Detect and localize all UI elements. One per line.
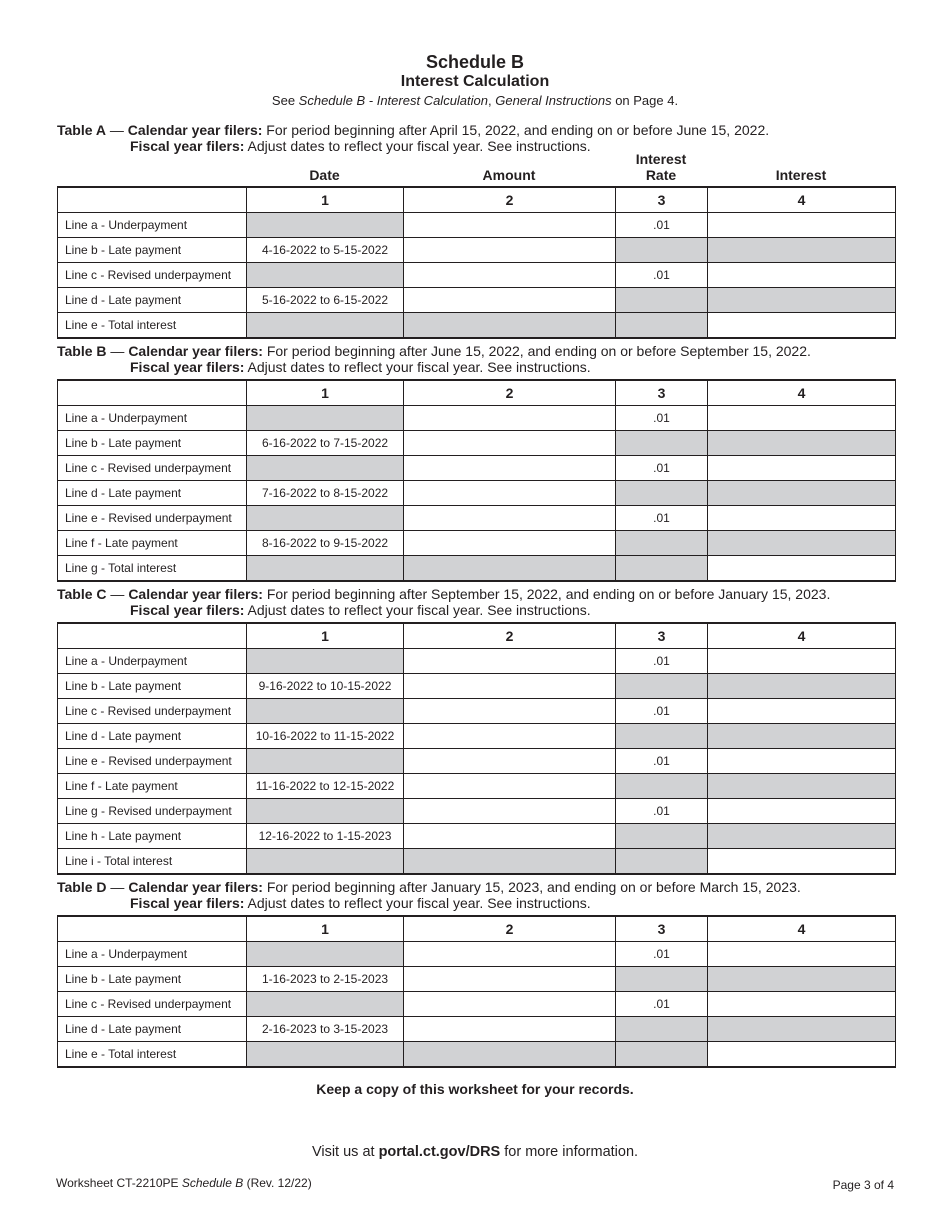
- date-cell-shaded: [247, 992, 404, 1017]
- table-b-caption: [57, 343, 811, 375]
- rate-cell-shaded: [616, 431, 708, 456]
- amount-input[interactable]: [404, 967, 616, 992]
- column-number: 3: [616, 187, 708, 213]
- visit-suffix: for more information.: [500, 1144, 639, 1160]
- row-label: Line e - Revised underpayment: [58, 506, 247, 531]
- rate-cell: .01: [616, 942, 708, 967]
- page-subtitle: Interest Calculation: [400, 73, 550, 90]
- total-interest-input[interactable]: [708, 556, 896, 582]
- date-cell: 7-16-2022 to 8-15-2022: [247, 481, 404, 506]
- date-cell-shaded: [247, 213, 404, 238]
- interest-input[interactable]: [708, 942, 896, 967]
- column-number: 4: [708, 187, 896, 213]
- date-cell-shaded: [247, 556, 404, 582]
- interest-rate-line2: Rate: [645, 167, 677, 183]
- interest-cell-shaded: [708, 431, 896, 456]
- interest-cell-shaded: [708, 531, 896, 556]
- table-row: [58, 674, 896, 699]
- amount-input[interactable]: [404, 824, 616, 849]
- interest-cell-shaded: [708, 774, 896, 799]
- portal-link[interactable]: portal.ct.gov/DRS: [378, 1144, 501, 1160]
- rate-cell: .01: [616, 506, 708, 531]
- rate-cell-shaded: [616, 967, 708, 992]
- table-row: [58, 431, 896, 456]
- table-a: [57, 186, 896, 339]
- column-number: 3: [616, 916, 708, 942]
- calendar-label: Calendar year filers:: [128, 879, 263, 895]
- date-cell: 1-16-2023 to 2-15-2023: [247, 967, 404, 992]
- interest-rate-line1: Interest: [635, 151, 687, 167]
- amount-input[interactable]: [404, 674, 616, 699]
- blank-header-cell: [58, 916, 247, 942]
- table-c-caption-line2: [130, 602, 830, 618]
- visit-prefix: Visit us at: [311, 1144, 379, 1160]
- interest-cell-shaded: [708, 288, 896, 313]
- keep-copy-note: Keep a copy of this worksheet for your records.: [316, 1081, 634, 1097]
- table-row: [58, 992, 896, 1017]
- form-id-italic: Schedule B: [181, 1176, 244, 1190]
- rate-cell-shaded: [616, 288, 708, 313]
- table-row: [58, 481, 896, 506]
- date-cell: 5-16-2022 to 6-15-2022: [247, 288, 404, 313]
- amount-input[interactable]: [404, 749, 616, 774]
- table-row: [58, 556, 896, 582]
- calendar-label: Calendar year filers:: [128, 343, 263, 359]
- amount-input[interactable]: [404, 942, 616, 967]
- note-comma: ,: [488, 93, 496, 108]
- amount-cell-shaded: [404, 849, 616, 875]
- column-number-row: [58, 187, 896, 213]
- table-row: [58, 942, 896, 967]
- row-label: Line e - Total interest: [58, 1042, 247, 1068]
- column-number: 1: [247, 187, 404, 213]
- interest-input[interactable]: [708, 263, 896, 288]
- date-cell-shaded: [247, 749, 404, 774]
- form-id-text: Worksheet CT-2210PE: [56, 1176, 182, 1190]
- row-label: Line a - Underpayment: [58, 942, 247, 967]
- amount-input[interactable]: [404, 774, 616, 799]
- table-row: [58, 699, 896, 724]
- interest-cell-shaded: [708, 481, 896, 506]
- table-row: [58, 849, 896, 875]
- amount-input[interactable]: [404, 481, 616, 506]
- total-interest-input[interactable]: [708, 849, 896, 875]
- rate-cell: .01: [616, 456, 708, 481]
- rate-cell: .01: [616, 406, 708, 431]
- amount-input[interactable]: [404, 263, 616, 288]
- column-number: 1: [247, 623, 404, 649]
- fiscal-text: Adjust dates to reflect your fiscal year. See instructions.: [244, 895, 591, 911]
- column-number-row: [58, 623, 896, 649]
- column-number: 2: [404, 380, 616, 406]
- rate-cell-shaded: [616, 849, 708, 875]
- table-c-name: Table C: [57, 586, 107, 602]
- row-label: Line c - Revised underpayment: [58, 456, 247, 481]
- table-a-caption-line1: [57, 122, 769, 138]
- row-label: Line c - Revised underpayment: [58, 699, 247, 724]
- date-cell-shaded: [247, 942, 404, 967]
- table-row: [58, 456, 896, 481]
- rate-cell-shaded: [616, 238, 708, 263]
- fiscal-label: Fiscal year filers:: [130, 359, 245, 375]
- column-number-row: [58, 916, 896, 942]
- row-label: Line h - Late payment: [58, 824, 247, 849]
- table-row: [58, 263, 896, 288]
- rate-cell-shaded: [616, 1017, 708, 1042]
- column-header-interest-rate: [615, 151, 707, 183]
- amount-cell-shaded: [404, 313, 616, 339]
- interest-input[interactable]: [708, 506, 896, 531]
- interest-cell-shaded: [708, 1017, 896, 1042]
- rate-cell-shaded: [616, 313, 708, 339]
- table-row: [58, 406, 896, 431]
- table-b-caption-line1: [57, 343, 811, 359]
- rate-cell-shaded: [616, 531, 708, 556]
- date-cell: 11-16-2022 to 12-15-2022: [247, 774, 404, 799]
- date-cell: 8-16-2022 to 9-15-2022: [247, 531, 404, 556]
- calendar-label: Calendar year filers:: [127, 122, 263, 138]
- table-row: [58, 531, 896, 556]
- date-cell-shaded: [247, 849, 404, 875]
- calendar-text: For period beginning after April 15, 2022, and ending on or before June 15, 2022.: [262, 122, 770, 138]
- rate-cell: .01: [616, 263, 708, 288]
- dash: —: [106, 586, 129, 602]
- date-cell: 2-16-2023 to 3-15-2023: [247, 1017, 404, 1042]
- interest-input[interactable]: [708, 799, 896, 824]
- table-a-caption: [57, 122, 769, 154]
- row-label: Line b - Late payment: [58, 967, 247, 992]
- interest-input[interactable]: [708, 649, 896, 674]
- rate-cell-shaded: [616, 674, 708, 699]
- blank-header-cell: [58, 187, 247, 213]
- table-row: [58, 774, 896, 799]
- amount-input[interactable]: [404, 724, 616, 749]
- row-label: Line a - Underpayment: [58, 649, 247, 674]
- row-label: Line d - Late payment: [58, 1017, 247, 1042]
- table-d: [57, 915, 896, 1068]
- fiscal-text: Adjust dates to reflect your fiscal year. See instructions.: [244, 602, 591, 618]
- amount-input[interactable]: [404, 992, 616, 1017]
- note-suffix: on Page 4.: [611, 93, 679, 108]
- rate-cell: .01: [616, 649, 708, 674]
- amount-input[interactable]: [404, 531, 616, 556]
- table-row: [58, 824, 896, 849]
- table-d-caption: [57, 879, 801, 911]
- interest-input[interactable]: [708, 749, 896, 774]
- column-number: 2: [404, 187, 616, 213]
- note-prefix: See: [271, 93, 299, 108]
- amount-input[interactable]: [404, 406, 616, 431]
- row-label: Line e - Total interest: [58, 313, 247, 339]
- table-c: [57, 622, 896, 875]
- column-number: 3: [616, 380, 708, 406]
- date-cell-shaded: [247, 263, 404, 288]
- amount-input[interactable]: [404, 238, 616, 263]
- date-cell-shaded: [247, 313, 404, 339]
- total-interest-input[interactable]: [708, 1042, 896, 1068]
- table-c-caption-line1: [57, 586, 830, 602]
- table-row: [58, 649, 896, 674]
- interest-input[interactable]: [708, 213, 896, 238]
- amount-input[interactable]: [404, 288, 616, 313]
- interest-input[interactable]: [708, 406, 896, 431]
- date-cell: 9-16-2022 to 10-15-2022: [247, 674, 404, 699]
- interest-cell-shaded: [708, 824, 896, 849]
- table-a-name: Table A: [57, 122, 107, 138]
- interest-input[interactable]: [708, 992, 896, 1017]
- amount-input[interactable]: [404, 649, 616, 674]
- column-number: 4: [708, 916, 896, 942]
- row-label: Line f - Late payment: [58, 531, 247, 556]
- rate-cell-shaded: [616, 1042, 708, 1068]
- date-cell: 10-16-2022 to 11-15-2022: [247, 724, 404, 749]
- row-label: Line a - Underpayment: [58, 406, 247, 431]
- total-interest-input[interactable]: [708, 313, 896, 339]
- row-label: Line c - Revised underpayment: [58, 992, 247, 1017]
- table-row: [58, 288, 896, 313]
- visit-note: [0, 1144, 950, 1160]
- interest-cell-shaded: [708, 967, 896, 992]
- column-number: 2: [404, 623, 616, 649]
- dash: —: [106, 343, 129, 359]
- rate-cell: .01: [616, 992, 708, 1017]
- blank-header-cell: [58, 623, 247, 649]
- row-label: Line i - Total interest: [58, 849, 247, 875]
- amount-input[interactable]: [404, 431, 616, 456]
- table-d-name: Table D: [57, 879, 107, 895]
- date-cell: 12-16-2022 to 1-15-2023: [247, 824, 404, 849]
- rate-cell-shaded: [616, 481, 708, 506]
- rate-cell-shaded: [616, 774, 708, 799]
- amount-input[interactable]: [404, 1017, 616, 1042]
- rate-cell: .01: [616, 749, 708, 774]
- page-title: Schedule B: [425, 52, 525, 72]
- page-number: Page 3 of 4: [832, 1178, 894, 1192]
- date-cell-shaded: [247, 506, 404, 531]
- amount-input[interactable]: [404, 456, 616, 481]
- note-italic-schedule: Schedule B - Interest Calculation: [298, 93, 488, 108]
- rate-cell-shaded: [616, 724, 708, 749]
- rate-cell: .01: [616, 799, 708, 824]
- date-cell-shaded: [247, 699, 404, 724]
- row-label: Line f - Late payment: [58, 774, 247, 799]
- table-b: [57, 379, 896, 582]
- date-cell-shaded: [247, 406, 404, 431]
- amount-input[interactable]: [404, 506, 616, 531]
- table-row: [58, 213, 896, 238]
- calendar-text: For period beginning after September 15, 2022, and ending on or before January 15, 2023.: [262, 586, 831, 602]
- column-header-amount: Amount: [482, 167, 536, 183]
- note-italic-instructions: General Instructions: [495, 93, 612, 108]
- interest-cell-shaded: [708, 238, 896, 263]
- amount-input[interactable]: [404, 213, 616, 238]
- row-label: Line d - Late payment: [58, 481, 247, 506]
- table-row: [58, 799, 896, 824]
- interest-input[interactable]: [708, 699, 896, 724]
- date-cell-shaded: [247, 456, 404, 481]
- table-row: [58, 313, 896, 339]
- column-number: 3: [616, 623, 708, 649]
- table-b-caption-line2: [130, 359, 811, 375]
- amount-cell-shaded: [404, 1042, 616, 1068]
- row-label: Line d - Late payment: [58, 288, 247, 313]
- rate-cell: .01: [616, 699, 708, 724]
- column-number: 1: [247, 380, 404, 406]
- rate-cell: .01: [616, 213, 708, 238]
- column-number: 4: [708, 623, 896, 649]
- interest-cell-shaded: [708, 674, 896, 699]
- column-number: 1: [247, 916, 404, 942]
- column-header-interest: Interest: [775, 167, 827, 183]
- blank-header-cell: [58, 380, 247, 406]
- column-number: 4: [708, 380, 896, 406]
- table-d-caption-line1: [57, 879, 801, 895]
- row-label: Line b - Late payment: [58, 431, 247, 456]
- calendar-label: Calendar year filers:: [128, 586, 263, 602]
- table-c-caption: [57, 586, 830, 618]
- interest-cell-shaded: [708, 724, 896, 749]
- table-row: [58, 1042, 896, 1068]
- calendar-text: For period beginning after June 15, 2022, and ending on or before September 15, 2022.: [262, 343, 811, 359]
- date-cell-shaded: [247, 649, 404, 674]
- table-row: [58, 1017, 896, 1042]
- rate-cell-shaded: [616, 556, 708, 582]
- fiscal-label: Fiscal year filers:: [130, 138, 245, 154]
- table-row: [58, 749, 896, 774]
- row-label: Line e - Revised underpayment: [58, 749, 247, 774]
- amount-input[interactable]: [404, 699, 616, 724]
- date-cell-shaded: [247, 1042, 404, 1068]
- date-cell: 4-16-2022 to 5-15-2022: [247, 238, 404, 263]
- date-cell-shaded: [247, 799, 404, 824]
- rate-cell-shaded: [616, 824, 708, 849]
- form-identifier: [56, 1176, 312, 1190]
- table-row: [58, 506, 896, 531]
- fiscal-text: Adjust dates to reflect your fiscal year. See instructions.: [244, 359, 591, 375]
- calendar-text: For period beginning after January 15, 2023, and ending on or before March 15, 2023.: [262, 879, 801, 895]
- row-label: Line d - Late payment: [58, 724, 247, 749]
- fiscal-label: Fiscal year filers:: [130, 895, 245, 911]
- table-d-caption-line2: [130, 895, 801, 911]
- row-label: Line b - Late payment: [58, 238, 247, 263]
- row-label: Line g - Revised underpayment: [58, 799, 247, 824]
- column-number-row: [58, 380, 896, 406]
- dash: —: [106, 879, 129, 895]
- column-header-date: Date: [309, 167, 340, 183]
- fiscal-text: Adjust dates to reflect your fiscal year. See instructions.: [244, 138, 591, 154]
- interest-input[interactable]: [708, 456, 896, 481]
- row-label: Line b - Late payment: [58, 674, 247, 699]
- table-row: [58, 967, 896, 992]
- row-label: Line a - Underpayment: [58, 213, 247, 238]
- form-revision: (Rev. 12/22): [243, 1176, 312, 1190]
- fiscal-label: Fiscal year filers:: [130, 602, 245, 618]
- table-b-name: Table B: [57, 343, 107, 359]
- amount-cell-shaded: [404, 556, 616, 582]
- row-label: Line g - Total interest: [58, 556, 247, 582]
- table-row: [58, 724, 896, 749]
- amount-input[interactable]: [404, 799, 616, 824]
- instructions-note: [0, 93, 950, 108]
- dash: —: [106, 122, 128, 138]
- row-label: Line c - Revised underpayment: [58, 263, 247, 288]
- table-row: [58, 238, 896, 263]
- date-cell: 6-16-2022 to 7-15-2022: [247, 431, 404, 456]
- column-number: 2: [404, 916, 616, 942]
